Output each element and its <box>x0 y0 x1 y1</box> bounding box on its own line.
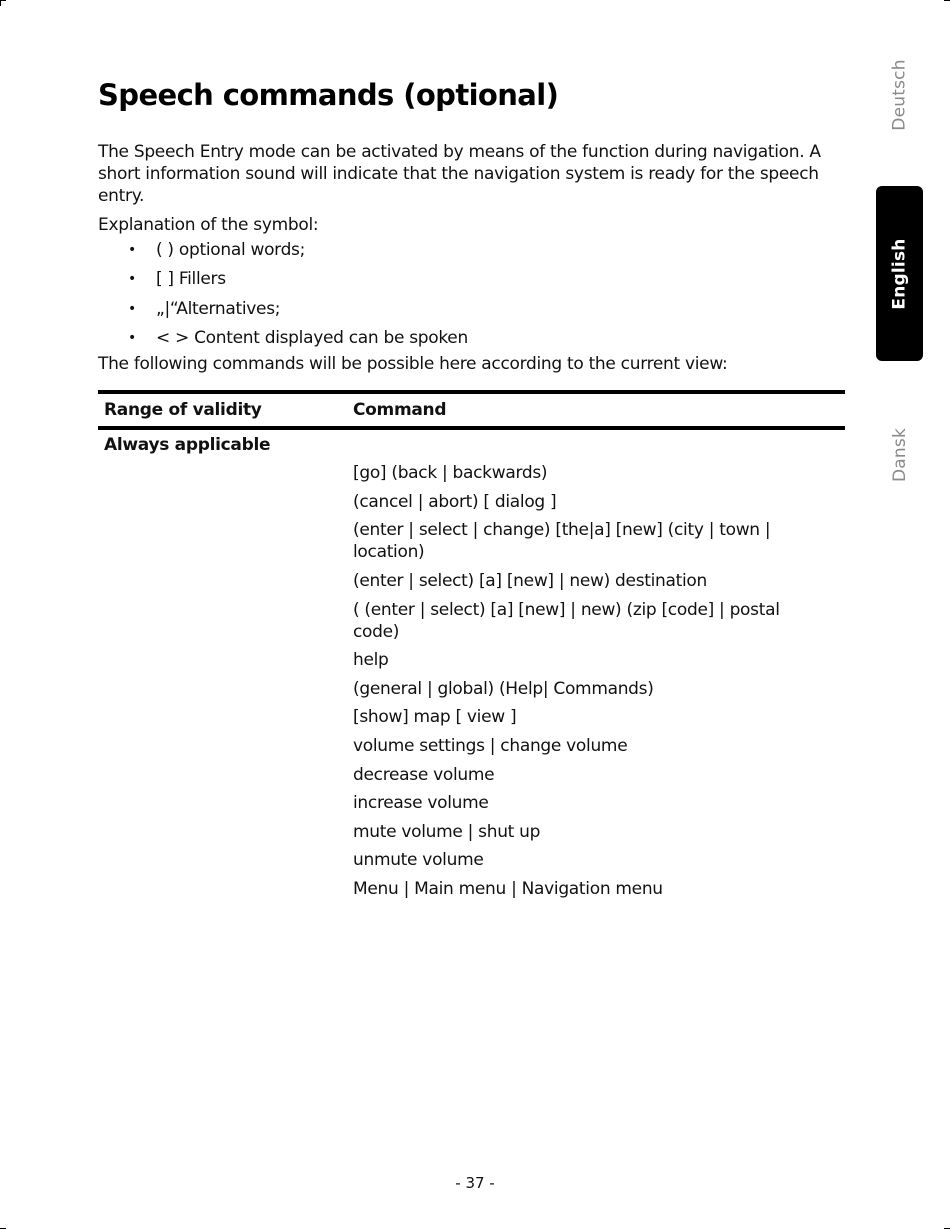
tab-deutsch[interactable] <box>876 40 923 150</box>
table-row: [go] (back | backwards) <box>353 463 548 484</box>
header-range-of-validity: Range of validity <box>104 400 262 420</box>
crop-mark-top-right <box>944 0 950 1</box>
section-always-applicable: Always applicable <box>104 435 271 455</box>
table-row: (general | global) (Help| Commands) <box>353 678 654 699</box>
symbol-text: < > Content displayed can be spoken <box>156 327 468 348</box>
table-header <box>98 394 845 426</box>
bullet-icon: • <box>128 329 136 346</box>
table-row: Menu | Main menu | Navigation menu <box>353 879 663 900</box>
table-row: (enter | select | change) [the|a] [new] (city | town | location) <box>353 520 771 563</box>
table-row: ( (enter | select) [a] [new] | new) (zip [code] | postal code) <box>353 599 780 642</box>
list-item <box>98 236 828 265</box>
tab-label: Dansk <box>889 428 910 482</box>
symbol-list <box>98 236 828 353</box>
table-row: volume settings | change volume <box>353 736 628 757</box>
tab-label: English <box>889 237 910 310</box>
intro-paragraph: The Speech Entry mode can be activated by means of the function during navigation. A short information sound will indicate that the navigation system is ready for the speech entry. <box>98 142 821 206</box>
table-row: (cancel | abort) [ dialog ] <box>353 491 557 512</box>
list-item <box>98 324 828 353</box>
symbol-heading: Explanation of the symbol: <box>98 215 319 235</box>
commands-intro: The following commands will be possible here according to the current view: <box>98 354 728 375</box>
list-item <box>98 295 828 324</box>
page-number: - 37 - <box>455 1174 495 1192</box>
command-list <box>98 459 790 903</box>
symbol-text: „|“Alternatives; <box>156 298 281 319</box>
symbol-text: [ ] Fillers <box>156 269 226 290</box>
table-header-rule <box>98 426 845 430</box>
tab-label: Deutsch <box>889 59 910 131</box>
tab-dansk[interactable] <box>876 410 923 500</box>
table-row: decrease volume <box>353 764 495 785</box>
table-row: [show] map [ view ] <box>353 707 517 728</box>
header-command: Command <box>353 400 447 420</box>
crop-mark-top-left-v <box>0 0 1 6</box>
list-item <box>98 265 828 294</box>
table-row: unmute volume <box>353 850 484 871</box>
bullet-icon: • <box>128 271 136 288</box>
tab-english[interactable] <box>876 186 923 361</box>
symbol-text: ( ) optional words; <box>156 240 306 260</box>
bullet-icon: • <box>128 300 136 317</box>
intro-section <box>98 141 828 375</box>
table-row: increase volume <box>353 793 489 814</box>
table-row: help <box>353 650 389 671</box>
commands-table <box>98 390 845 903</box>
page-title: Speech commands (optional) <box>98 78 559 112</box>
table-row: mute volume | shut up <box>353 821 541 842</box>
bullet-icon: • <box>128 242 136 258</box>
table-row: (enter | select) [a] [new] | new) destination <box>353 571 708 592</box>
